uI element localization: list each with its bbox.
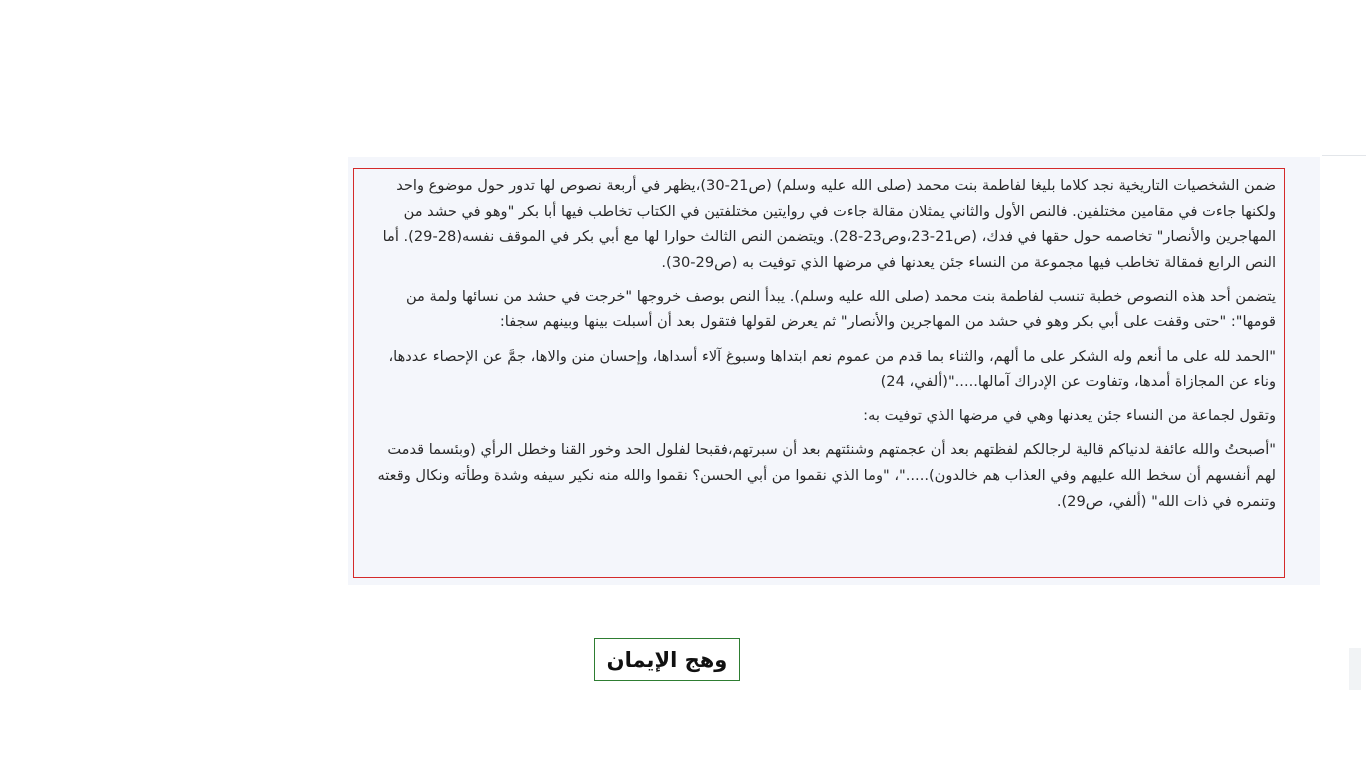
top-right-divider	[1322, 155, 1366, 156]
footer-title-box	[594, 638, 740, 681]
paragraph-transition: وتقول لجماعة من النساء جئن يعدنها وهي في مرضها الذي توفيت به:	[863, 407, 1276, 425]
footer-title: وهج الإيمان	[606, 647, 728, 672]
paragraph-speech-context: يتضمن أحد هذه النصوص خطبة تنسب لفاطمة بنت محمد (صلى الله عليه وسلم). يبدأ النص بوصف خروجها "خرجت في حشد من نسائها ولمة من قومها": "حتى وقفت على أبي بكر وهو في حشد من المهاجرين والأنصار" ثم يعرض لقولها فتقول بعد أن أسبلت بينها وبينهم سجفا:	[405, 287, 1276, 331]
quoted-text-box	[353, 168, 1285, 578]
right-edge-scroll-fragment	[1349, 648, 1361, 690]
paragraph-intro: ضمن الشخصيات التاريخية نجد كلاما بليغا لفاطمة بنت محمد (صلى الله عليه وسلم) (ص21-30)،يظهر في أربعة نصوص لها تدور حول موضوع واحد ولكنها جاءت في مقامين مختلفين. فالنص الأول والثاني يمثلان مقالة جاءت في روايتين مختلفتين في الكتاب تخاطب فيها أبا بكر "وهو في حشد من المهاجرين والأنصار" تخاصمه حول حقها في فدك، (ص21-23،وص23-28). ويتضمن النص الثالث حوارا لها مع أبي بكر في الموقف نفسه(28-29). أما النص الرابع فمقالة تخاطب فيها مجموعة من النساء جئن يعدنها في مرضها الذي توفيت به (ص29-30).	[382, 177, 1276, 271]
paragraph-quote-two: "أصبحتُ والله عائفة لدنياكم قالية لرجالكم لفظتهم بعد أن عجمتهم وشنئتهم بعد أن سبرتهم،فقبحا لفلول الحد وخور القنا وخطل الرأي (وبئسما قدمت لهم أنفسهم أن سخط الله عليهم وفي العذاب هم خالدون)....."، "وما الذي نقموا من أبي الحسن؟ نقموا والله منه نكير سيفه وشدة وطأته ونكال وقعته وتنمره في ذات الله" (ألفي، ص29).	[377, 441, 1276, 510]
paragraph-quote-one: "الحمد لله على ما أنعم وله الشكر على ما ألهم، والثناء بما قدم من عموم نعم ابتداها وسبوغ آلاء أسداها، وإحسان منن والاها، جمَّ عن الإحصاء عددها، وناء عن المجازاة أمدها، وتفاوت عن الإدراك آمالها....."(ألفي، 24)	[388, 347, 1276, 391]
